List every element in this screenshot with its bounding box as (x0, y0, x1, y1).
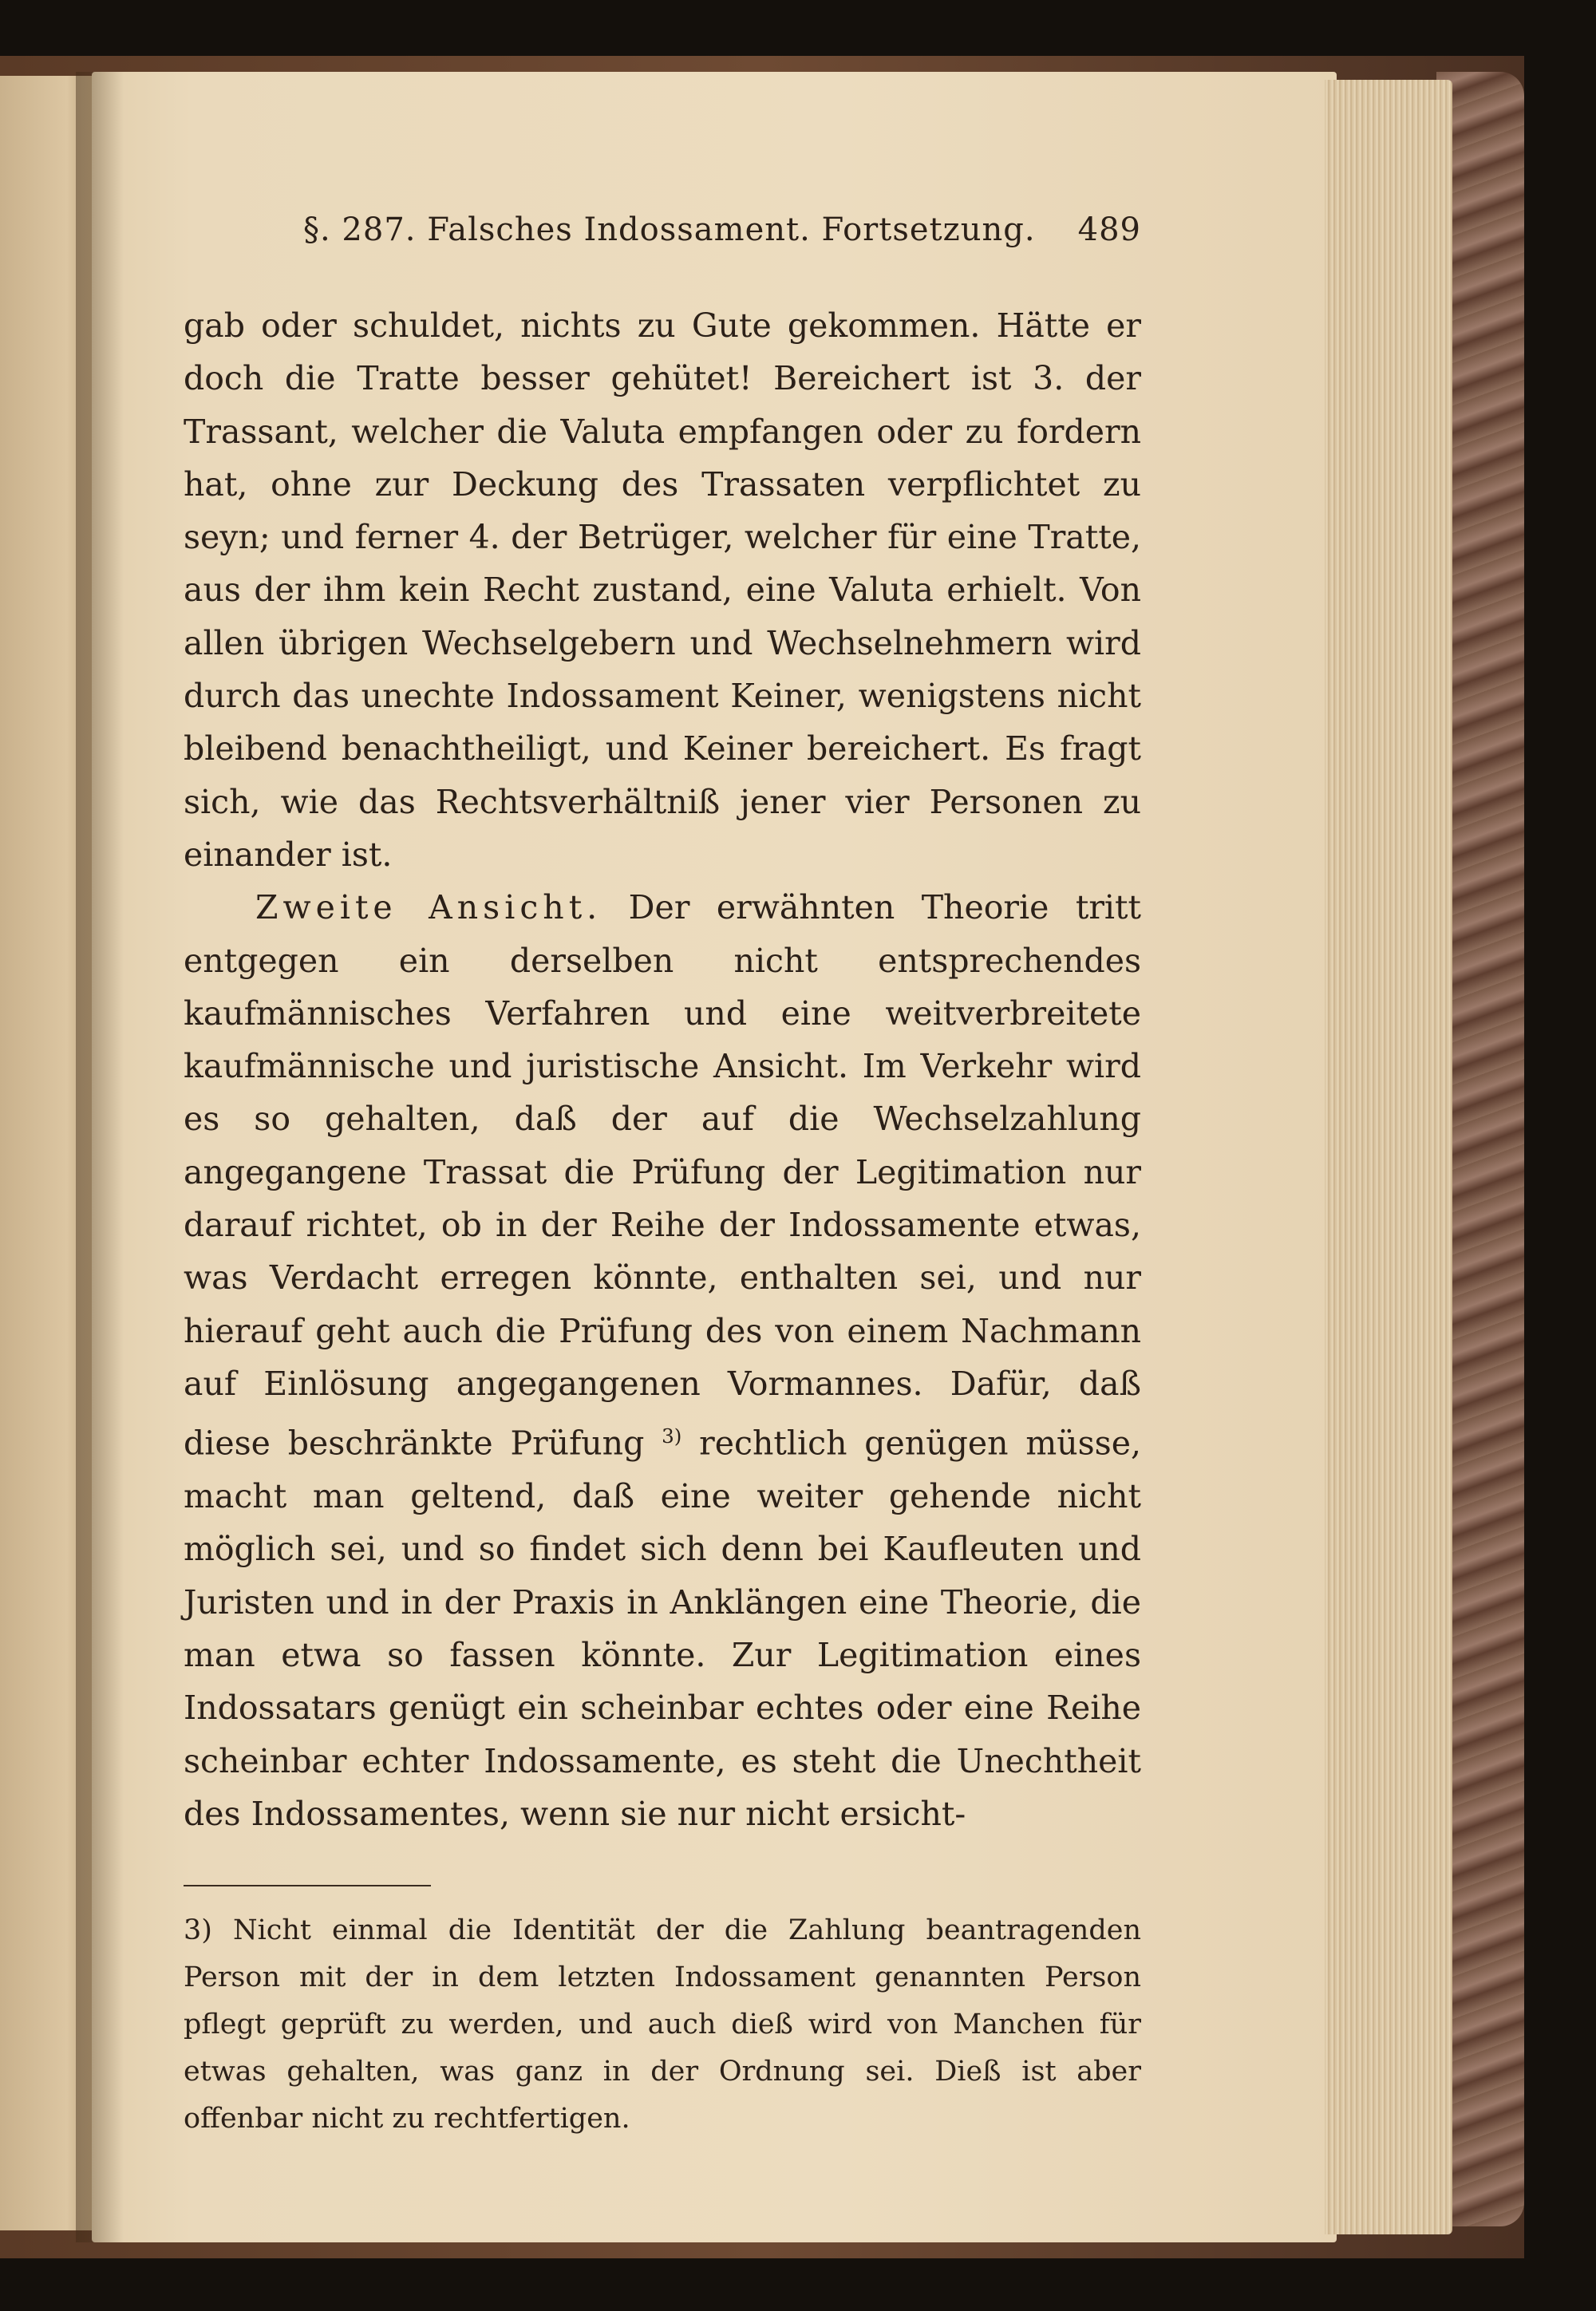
running-header (184, 211, 1141, 267)
footnote: 3) Nicht einmal die Identität der die Zahlung beantragenden Person mit der in dem letzten Indossament genannten Person pflegt geprüft zu werden, und auch dieß wird von Manchen für etwas gehalten, was ganz in der Ordnung sei. Dieß ist aber offenbar nicht zu rechtfertigen. (184, 1914, 1141, 2135)
page-number: 489 (1077, 211, 1141, 248)
paragraph-2 (184, 881, 1141, 1840)
body-text (184, 299, 1141, 1840)
paragraph-2-lead: Zweite Ansicht. (255, 888, 602, 927)
footnote-rule (184, 1885, 431, 1886)
paragraph-2-text-b: rechtlich genügen müsse, macht man geltend, daß eine weiter gehende nicht möglich sei, und so findet sich denn bei Kaufleuten und Juristen und in der Praxis in Anklängen eine Theorie, die man etwa so fassen könnte. Zur Legitimation eines Indossatars genügt ein scheinbar echtes oder eine Reihe scheinbar echter Indossamente, es steht die Unechtheit des Indossamentes, wenn sie nur nicht ersicht- (184, 1424, 1141, 1833)
paragraph-1: gab oder schuldet, nichts zu Gute gekommen. Hätte er doch die Tratte besser gehütet! Bereichert ist 3. der Trassant, welcher die Valuta empfangen oder zu fordern hat, ohne zur Deckung des Trassaten verpflichtet zu seyn; und ferner 4. der Betrüger, welcher für eine Tratte, aus der ihm kein Recht zustand, eine Valuta erhielt. Von allen übrigen Wechselgebern und Wechselnehmern wird durch das unechte Indossament Keiner, wenigstens nicht bleibend benachtheiligt, und Keiner bereichert. Es fragt sich, wie das Rechtsverhältniß jener vier Personen zu einander ist. (184, 306, 1141, 874)
footnote-reference: 3) (662, 1424, 682, 1448)
header-title: §. 287. Falsches Indossament. Fortsetzung. (303, 211, 1036, 248)
page-content (184, 211, 1141, 2143)
paragraph-2-text-a: Der erwähnten Theorie tritt entgegen ein derselben nicht entsprechendes kaufmännisches Verfahren und eine weitverbreitete kaufmännische und juristische Ansicht. Im Verkehr wird es so gehalten, daß der auf die Wechselzahlung angegangene Trassat die Prüfung der Legitimation nur darauf richtet, ob in der Reihe der Indossamente etwas, was Verdacht erregen könnte, enthalten sei, und nur hierauf geht auch die Prüfung des von einem Nachmann auf Einlösung angegangenen Vormannes. Dafür, daß diese beschränkte Prüfung (184, 888, 1141, 1463)
page-stack-edges (1325, 80, 1452, 2234)
gutter-shadow (76, 72, 124, 2242)
